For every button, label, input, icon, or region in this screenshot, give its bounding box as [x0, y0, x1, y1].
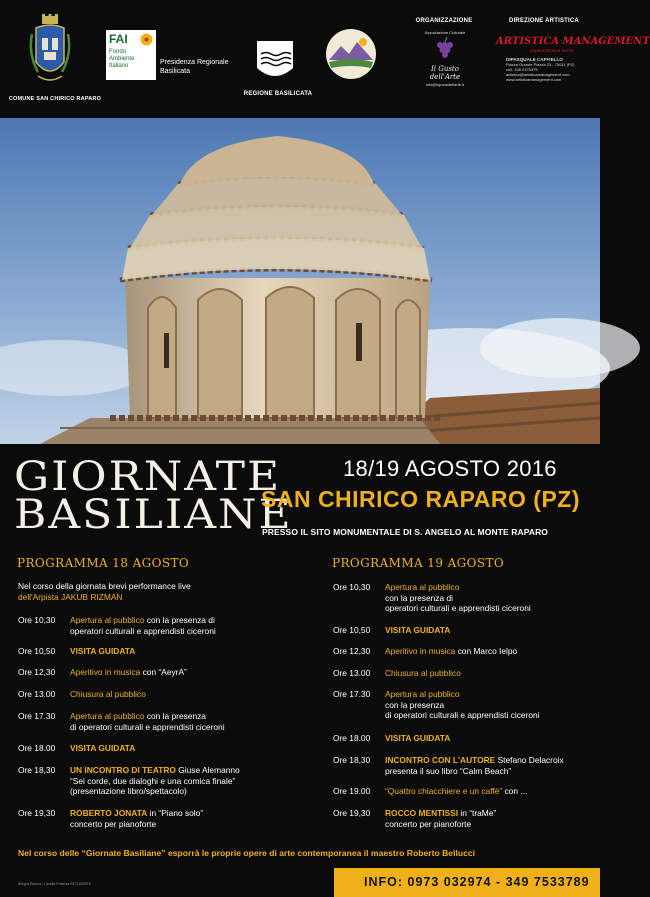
footer-note: Nel corso delle “Giornate Basiliane” esporrà le proprie opere di arte contemporanea il maestro Roberto Bellucci	[18, 848, 476, 858]
event-time: Ore 10,30	[18, 615, 56, 625]
event-date: 18/19 AGOSTO 2016	[343, 456, 557, 481]
event-description	[70, 667, 187, 678]
church-dome-photo	[0, 118, 600, 444]
event-detail: con ...	[502, 786, 528, 796]
event-description	[70, 646, 135, 657]
event-highlight: INCONTRO CON L'AUTORE	[385, 755, 496, 765]
info-bar	[334, 868, 600, 897]
event-extra-line: concerto per pianoforte	[70, 818, 157, 829]
event-highlight: “Quattro chiacchiere e un caffè”	[385, 786, 503, 796]
event-highlight: VISITA GUIDATA	[385, 625, 451, 635]
org-heading: ORGANIZZAZIONE	[415, 18, 473, 24]
event-highlight: UN INCONTRO DI TEATRO	[70, 765, 176, 775]
event-time: Ore 18.00	[18, 743, 56, 753]
event-description	[70, 765, 240, 797]
event-time: Ore 10,50	[333, 625, 371, 635]
event-highlight: Aperitivo in musica	[385, 646, 456, 656]
comune-crest-icon	[28, 14, 72, 88]
event-time: Ore 18,30	[18, 765, 56, 775]
event-time: Ore 13.00	[333, 668, 371, 678]
event-description	[70, 689, 146, 700]
presidenza-label: Presidenza Regionale Basilicata	[160, 59, 229, 75]
event-highlight: Apertura al pubblico	[70, 615, 145, 625]
regione-label: REGIONE BASILICATA	[243, 91, 313, 97]
event-detail: in “traMe”	[458, 808, 497, 818]
program19-heading: PROGRAMMA 19 AGOSTO	[332, 556, 505, 570]
event-detail: con la presenza di	[144, 615, 215, 625]
event-title-line1: GIORNATE	[14, 453, 282, 500]
fai-logo-title: FAI	[109, 32, 128, 46]
event-highlight: VISITA GUIDATA	[70, 646, 136, 656]
event-description	[70, 615, 216, 636]
event-time: Ore 17.30	[18, 711, 56, 721]
event-extra-line: operatori culturali e apprendisti ciceroni	[385, 603, 531, 613]
artistica-sub: organizzazione eventi	[530, 48, 574, 53]
event-highlight: ROBERTO JONATA	[70, 808, 148, 818]
event-time: Ore 10,30	[333, 582, 371, 592]
event-description	[385, 689, 540, 721]
event-description	[385, 808, 496, 829]
event-time: Ore 12,30	[333, 646, 371, 656]
fai-logo-text: Fondo Ambiente Italiano	[109, 49, 135, 69]
event-time: Ore 19,30	[18, 808, 56, 818]
event-time: Ore 12,30	[18, 667, 56, 677]
event-time: Ore 17.30	[333, 689, 371, 699]
event-detail: con Marco Ielpo	[455, 646, 518, 656]
event-site: PRESSO IL SITO MONUMENTALE DI S. ANGELO AL MONTE RAPARO	[262, 527, 549, 537]
org-logo	[418, 30, 472, 92]
event-detail: con la presenza	[144, 711, 206, 721]
event-description	[385, 668, 461, 679]
event-time: Ore 19,30	[333, 808, 371, 818]
event-extra-line: di operatori culturali e apprendisti ciceroni	[385, 710, 540, 720]
event-time: Ore 18.00	[333, 733, 371, 743]
event-description	[385, 646, 517, 657]
program18-intro: Nel corso della giornata brevi performance live dell'Arpista JAKUB RIZMAN	[18, 581, 191, 602]
event-description	[385, 625, 450, 636]
grape-icon	[434, 37, 456, 61]
regione-basilicata-emblem-icon	[252, 38, 298, 84]
dir-contacts: DIPASQUALE CAFFIELLO Piazza Grande Piazza 23 - 75011 (PZ) cell. 328 0375375 artistica@artisticamanagement.com www.artisticamanagement.com	[506, 57, 575, 82]
event-time: Ore 13.00	[18, 689, 56, 699]
info-phone: INFO: 0973 032974 - 349 7533789	[364, 875, 590, 889]
event-highlight: ROCCO MENTISSI	[385, 808, 459, 818]
org-email: info@ilgustodellarte.it	[425, 82, 465, 87]
event-title-line2: BASILIANE	[14, 491, 293, 538]
event-highlight: Apertura al pubblico	[70, 711, 145, 721]
event-description	[70, 743, 135, 754]
event-highlight: Chiusura al pubblico	[385, 668, 461, 678]
event-detail: Giuse Alemanno	[175, 765, 240, 775]
event-detail: Stefano Delacroix	[495, 755, 564, 765]
program18-heading: PROGRAMMA 18 AGOSTO	[17, 556, 190, 570]
org-name: Il Gusto dell'Arte	[429, 65, 461, 81]
event-time: Ore 19.00	[333, 786, 371, 796]
fai-logo	[106, 30, 156, 80]
round-landscape-logo-icon	[325, 28, 377, 80]
event-description	[70, 711, 225, 732]
event-detail: in “Piano solo”	[147, 808, 204, 818]
credit-text: Allegra Ravera - Lavello Potenza 0973 032974	[18, 882, 91, 886]
fai-flower-icon	[140, 33, 153, 46]
event-time: Ore 10,50	[18, 646, 56, 656]
event-highlight: VISITA GUIDATA	[385, 733, 451, 743]
event-description	[70, 808, 203, 829]
event-extra-line: presenta il suo libro “Calm Beach”	[385, 765, 512, 776]
artistica-management-logo: ARTISTICA MANAGEMENT	[496, 36, 650, 47]
event-time: Ore 18,30	[333, 755, 371, 765]
event-highlight: VISITA GUIDATA	[70, 743, 136, 753]
event-extra-line: operatori culturali e apprendisti ciceroni	[70, 625, 216, 636]
event-place: SAN CHIRICO RAPARO (PZ)	[261, 486, 581, 512]
org-small-text: Associazione Culturale	[424, 30, 466, 35]
event-highlight: Apertura al pubblico	[385, 582, 460, 592]
event-highlight: Chiusura al pubblico	[70, 689, 146, 699]
event-description	[385, 786, 527, 797]
event-extra-line: di operatori culturali e apprendisti ciceroni	[70, 721, 225, 732]
event-highlight: Apertura al pubblico	[385, 689, 460, 699]
event-detail: con “AeyrA”	[140, 667, 187, 677]
event-highlight: Aperitivo in musica	[70, 667, 141, 677]
event-description	[385, 582, 531, 614]
event-extra-line: concerto per pianoforte	[385, 818, 472, 829]
event-extra-line: “Sei corde, due dialoghi e una comica finale”	[70, 775, 236, 786]
event-extra-line: con la presenza di	[385, 592, 453, 603]
event-description	[385, 733, 450, 744]
header-bar	[0, 0, 650, 118]
event-description	[385, 755, 564, 776]
event-extra-line: con la presenza	[385, 699, 445, 710]
dir-heading: DIREZIONE ARTISTICA	[509, 18, 579, 24]
comune-label: COMUNE SAN CHIRICO RAPARO	[8, 96, 102, 102]
event-extra-line: (presentazione libro/spettacolo)	[70, 786, 187, 796]
